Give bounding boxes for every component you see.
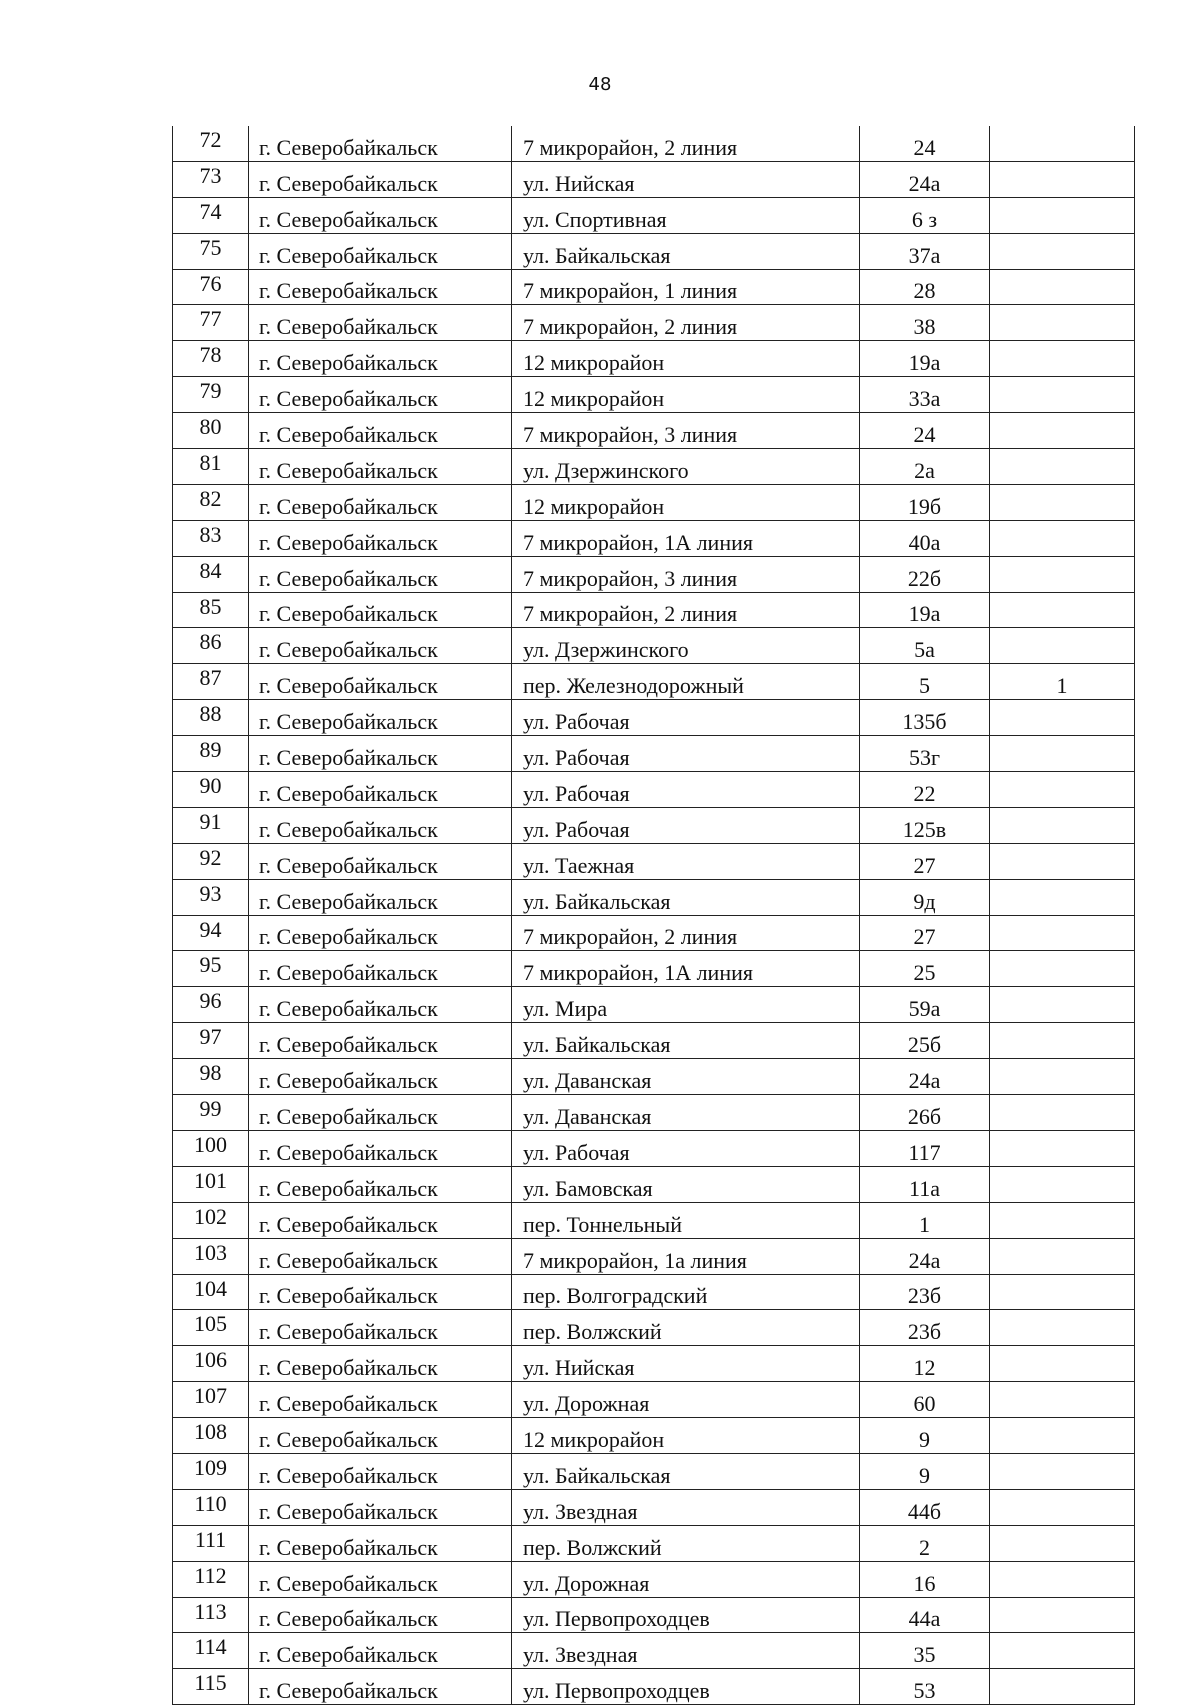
house-number-cell: 25б (860, 1023, 990, 1059)
extra-value-cell (990, 987, 1135, 1023)
street-cell: 12 микрорайон (512, 1418, 860, 1454)
table-row (173, 197, 1135, 233)
table-row (173, 1382, 1135, 1418)
table-row (173, 161, 1135, 197)
table-row (173, 843, 1135, 879)
table-row (173, 772, 1135, 808)
city-cell: г. Северобайкальск (249, 341, 512, 377)
extra-value-cell (990, 1346, 1135, 1382)
city-cell: г. Северобайкальск (249, 1023, 512, 1059)
table-row (173, 1274, 1135, 1310)
table-row (173, 1453, 1135, 1489)
street-cell: ул. Байкальская (512, 1023, 860, 1059)
row-number-cell: 72 (173, 126, 249, 161)
street-cell: пер. Волжский (512, 1525, 860, 1561)
house-number-cell: 5а (860, 628, 990, 664)
house-number-cell: 24а (860, 1059, 990, 1095)
city-cell: г. Северобайкальск (249, 269, 512, 305)
city-cell: г. Северобайкальск (249, 987, 512, 1023)
city-cell: г. Северобайкальск (249, 413, 512, 449)
house-number-cell: 135б (860, 700, 990, 736)
table-row (173, 915, 1135, 951)
house-number-cell: 2а (860, 449, 990, 485)
extra-value-cell (990, 843, 1135, 879)
table-row (173, 341, 1135, 377)
house-number-cell: 24а (860, 161, 990, 197)
city-cell: г. Северобайкальск (249, 879, 512, 915)
extra-value-cell (990, 449, 1135, 485)
street-cell: ул. Нийская (512, 1346, 860, 1382)
city-cell: г. Северобайкальск (249, 520, 512, 556)
extra-value-cell (990, 341, 1135, 377)
extra-value-cell (990, 520, 1135, 556)
row-number-cell: 75 (173, 233, 249, 269)
table-row (173, 233, 1135, 269)
table-row (173, 807, 1135, 843)
street-cell: ул. Дорожная (512, 1382, 860, 1418)
street-cell: ул. Дорожная (512, 1561, 860, 1597)
street-cell: ул. Звездная (512, 1633, 860, 1669)
table-row (173, 1130, 1135, 1166)
city-cell: г. Северобайкальск (249, 1597, 512, 1633)
house-number-cell: 53 (860, 1669, 990, 1705)
city-cell: г. Северобайкальск (249, 628, 512, 664)
row-number-cell: 95 (173, 951, 249, 987)
city-cell: г. Северобайкальск (249, 197, 512, 233)
house-number-cell: 60 (860, 1382, 990, 1418)
extra-value-cell (990, 1561, 1135, 1597)
row-number-cell: 73 (173, 161, 249, 197)
extra-value-cell (990, 1418, 1135, 1454)
extra-value-cell (990, 1310, 1135, 1346)
house-number-cell: 22 (860, 772, 990, 808)
house-number-cell: 2 (860, 1525, 990, 1561)
table-row (173, 1238, 1135, 1274)
row-number-cell: 110 (173, 1489, 249, 1525)
table-row (173, 269, 1135, 305)
row-number-cell: 82 (173, 484, 249, 520)
row-number-cell: 89 (173, 736, 249, 772)
house-number-cell: 19а (860, 341, 990, 377)
table-row (173, 1597, 1135, 1633)
extra-value-cell (990, 161, 1135, 197)
street-cell: 7 микрорайон, 2 линия (512, 915, 860, 951)
house-number-cell: 44а (860, 1597, 990, 1633)
extra-value-cell (990, 1633, 1135, 1669)
street-cell: 7 микрорайон, 3 линия (512, 556, 860, 592)
house-number-cell: 125в (860, 807, 990, 843)
row-number-cell: 90 (173, 772, 249, 808)
row-number-cell: 114 (173, 1633, 249, 1669)
street-cell: ул. Нийская (512, 161, 860, 197)
address-table-body (173, 126, 1135, 1705)
extra-value-cell (990, 628, 1135, 664)
extra-value-cell (990, 377, 1135, 413)
row-number-cell: 80 (173, 413, 249, 449)
house-number-cell: 27 (860, 915, 990, 951)
house-number-cell: 16 (860, 1561, 990, 1597)
table-row (173, 736, 1135, 772)
city-cell: г. Северобайкальск (249, 1346, 512, 1382)
row-number-cell: 105 (173, 1310, 249, 1346)
row-number-cell: 108 (173, 1418, 249, 1454)
street-cell: 7 микрорайон, 1А линия (512, 951, 860, 987)
table-row (173, 1669, 1135, 1705)
city-cell: г. Северобайкальск (249, 1453, 512, 1489)
city-cell: г. Северобайкальск (249, 1095, 512, 1131)
house-number-cell: 6 з (860, 197, 990, 233)
row-number-cell: 86 (173, 628, 249, 664)
row-number-cell: 83 (173, 520, 249, 556)
city-cell: г. Северобайкальск (249, 592, 512, 628)
street-cell: пер. Тоннельный (512, 1202, 860, 1238)
house-number-cell: 24 (860, 126, 990, 161)
city-cell: г. Северобайкальск (249, 1238, 512, 1274)
extra-value-cell (990, 951, 1135, 987)
address-table (172, 126, 1135, 1705)
street-cell: ул. Рабочая (512, 1130, 860, 1166)
street-cell: 12 микрорайон (512, 377, 860, 413)
row-number-cell: 87 (173, 664, 249, 700)
house-number-cell: 24 (860, 413, 990, 449)
house-number-cell: 5 (860, 664, 990, 700)
row-number-cell: 78 (173, 341, 249, 377)
table-row (173, 1059, 1135, 1095)
table-row (173, 700, 1135, 736)
extra-value-cell (990, 592, 1135, 628)
table-row (173, 664, 1135, 700)
table-row (173, 1095, 1135, 1131)
row-number-cell: 96 (173, 987, 249, 1023)
street-cell: ул. Даванская (512, 1095, 860, 1131)
row-number-cell: 97 (173, 1023, 249, 1059)
street-cell: пер. Волгоградский (512, 1274, 860, 1310)
table-row (173, 377, 1135, 413)
row-number-cell: 85 (173, 592, 249, 628)
house-number-cell: 9 (860, 1418, 990, 1454)
extra-value-cell (990, 1095, 1135, 1131)
city-cell: г. Северобайкальск (249, 951, 512, 987)
table-row (173, 305, 1135, 341)
house-number-cell: 19б (860, 484, 990, 520)
extra-value-cell: 1 (990, 664, 1135, 700)
house-number-cell: 26б (860, 1095, 990, 1131)
house-number-cell: 24а (860, 1238, 990, 1274)
table-row (173, 1166, 1135, 1202)
house-number-cell: 33а (860, 377, 990, 413)
row-number-cell: 76 (173, 269, 249, 305)
row-number-cell: 103 (173, 1238, 249, 1274)
city-cell: г. Северобайкальск (249, 772, 512, 808)
table-row (173, 1633, 1135, 1669)
city-cell: г. Северобайкальск (249, 1274, 512, 1310)
row-number-cell: 107 (173, 1382, 249, 1418)
city-cell: г. Северобайкальск (249, 161, 512, 197)
city-cell: г. Северобайкальск (249, 664, 512, 700)
street-cell: ул. Рабочая (512, 736, 860, 772)
city-cell: г. Северобайкальск (249, 233, 512, 269)
row-number-cell: 91 (173, 807, 249, 843)
house-number-cell: 53г (860, 736, 990, 772)
extra-value-cell (990, 1382, 1135, 1418)
city-cell: г. Северобайкальск (249, 1202, 512, 1238)
house-number-cell: 37а (860, 233, 990, 269)
city-cell: г. Северобайкальск (249, 736, 512, 772)
street-cell: ул. Таежная (512, 843, 860, 879)
city-cell: г. Северобайкальск (249, 1166, 512, 1202)
row-number-cell: 101 (173, 1166, 249, 1202)
city-cell: г. Северобайкальск (249, 807, 512, 843)
table-row (173, 1310, 1135, 1346)
street-cell: ул. Бамовская (512, 1166, 860, 1202)
city-cell: г. Северобайкальск (249, 449, 512, 485)
extra-value-cell (990, 556, 1135, 592)
row-number-cell: 84 (173, 556, 249, 592)
row-number-cell: 79 (173, 377, 249, 413)
city-cell: г. Северобайкальск (249, 1525, 512, 1561)
house-number-cell: 35 (860, 1633, 990, 1669)
extra-value-cell (990, 915, 1135, 951)
row-number-cell: 74 (173, 197, 249, 233)
house-number-cell: 19а (860, 592, 990, 628)
street-cell: пер. Волжский (512, 1310, 860, 1346)
table-row (173, 987, 1135, 1023)
table-row (173, 484, 1135, 520)
house-number-cell: 9д (860, 879, 990, 915)
extra-value-cell (990, 1059, 1135, 1095)
table-row (173, 628, 1135, 664)
house-number-cell: 23б (860, 1274, 990, 1310)
row-number-cell: 94 (173, 915, 249, 951)
row-number-cell: 81 (173, 449, 249, 485)
row-number-cell: 99 (173, 1095, 249, 1131)
row-number-cell: 100 (173, 1130, 249, 1166)
city-cell: г. Северобайкальск (249, 1633, 512, 1669)
row-number-cell: 104 (173, 1274, 249, 1310)
house-number-cell: 1 (860, 1202, 990, 1238)
house-number-cell: 22б (860, 556, 990, 592)
house-number-cell: 11а (860, 1166, 990, 1202)
extra-value-cell (990, 736, 1135, 772)
city-cell: г. Северобайкальск (249, 1130, 512, 1166)
street-cell: пер. Железнодорожный (512, 664, 860, 700)
table-row (173, 126, 1135, 161)
extra-value-cell (990, 700, 1135, 736)
table-row (173, 413, 1135, 449)
row-number-cell: 115 (173, 1669, 249, 1705)
city-cell: г. Северобайкальск (249, 1310, 512, 1346)
city-cell: г. Северобайкальск (249, 484, 512, 520)
row-number-cell: 92 (173, 843, 249, 879)
extra-value-cell (990, 269, 1135, 305)
table-row (173, 592, 1135, 628)
row-number-cell: 98 (173, 1059, 249, 1095)
street-cell: ул. Рабочая (512, 700, 860, 736)
city-cell: г. Северобайкальск (249, 1489, 512, 1525)
street-cell: ул. Рабочая (512, 807, 860, 843)
row-number-cell: 112 (173, 1561, 249, 1597)
street-cell: 7 микрорайон, 1А линия (512, 520, 860, 556)
extra-value-cell (990, 1202, 1135, 1238)
table-row (173, 1561, 1135, 1597)
extra-value-cell (990, 1525, 1135, 1561)
street-cell: 7 микрорайон, 1а линия (512, 1238, 860, 1274)
street-cell: ул. Мира (512, 987, 860, 1023)
city-cell: г. Северобайкальск (249, 1059, 512, 1095)
extra-value-cell (990, 197, 1135, 233)
street-cell: ул. Звездная (512, 1489, 860, 1525)
extra-value-cell (990, 1238, 1135, 1274)
house-number-cell: 38 (860, 305, 990, 341)
street-cell: ул. Байкальская (512, 879, 860, 915)
city-cell: г. Северобайкальск (249, 556, 512, 592)
row-number-cell: 77 (173, 305, 249, 341)
city-cell: г. Северобайкальск (249, 1382, 512, 1418)
house-number-cell: 25 (860, 951, 990, 987)
extra-value-cell (990, 126, 1135, 161)
extra-value-cell (990, 1669, 1135, 1705)
extra-value-cell (990, 879, 1135, 915)
table-row (173, 1418, 1135, 1454)
street-cell: ул. Дзержинского (512, 449, 860, 485)
house-number-cell: 9 (860, 1453, 990, 1489)
house-number-cell: 28 (860, 269, 990, 305)
table-row (173, 879, 1135, 915)
city-cell: г. Северобайкальск (249, 1669, 512, 1705)
city-cell: г. Северобайкальск (249, 843, 512, 879)
row-number-cell: 93 (173, 879, 249, 915)
house-number-cell: 27 (860, 843, 990, 879)
table-row (173, 1489, 1135, 1525)
extra-value-cell (990, 1130, 1135, 1166)
street-cell: ул. Дзержинского (512, 628, 860, 664)
table-row (173, 556, 1135, 592)
row-number-cell: 109 (173, 1453, 249, 1489)
table-row (173, 520, 1135, 556)
table-row (173, 951, 1135, 987)
street-cell: 7 микрорайон, 1 линия (512, 269, 860, 305)
street-cell: 12 микрорайон (512, 341, 860, 377)
row-number-cell: 113 (173, 1597, 249, 1633)
house-number-cell: 23б (860, 1310, 990, 1346)
row-number-cell: 102 (173, 1202, 249, 1238)
extra-value-cell (990, 1489, 1135, 1525)
city-cell: г. Северобайкальск (249, 700, 512, 736)
row-number-cell: 106 (173, 1346, 249, 1382)
extra-value-cell (990, 1166, 1135, 1202)
house-number-cell: 117 (860, 1130, 990, 1166)
city-cell: г. Северобайкальск (249, 1418, 512, 1454)
city-cell: г. Северобайкальск (249, 126, 512, 161)
house-number-cell: 40а (860, 520, 990, 556)
street-cell: ул. Рабочая (512, 772, 860, 808)
extra-value-cell (990, 807, 1135, 843)
extra-value-cell (990, 413, 1135, 449)
street-cell: ул. Даванская (512, 1059, 860, 1095)
street-cell: 7 микрорайон, 2 линия (512, 592, 860, 628)
extra-value-cell (990, 1274, 1135, 1310)
city-cell: г. Северобайкальск (249, 377, 512, 413)
extra-value-cell (990, 1023, 1135, 1059)
street-cell: ул. Первопроходцев (512, 1597, 860, 1633)
table-row (173, 1202, 1135, 1238)
city-cell: г. Северобайкальск (249, 305, 512, 341)
street-cell: 12 микрорайон (512, 484, 860, 520)
table-row (173, 1525, 1135, 1561)
street-cell: ул. Спортивная (512, 197, 860, 233)
city-cell: г. Северобайкальск (249, 1561, 512, 1597)
street-cell: 7 микрорайон, 2 линия (512, 126, 860, 161)
extra-value-cell (990, 1453, 1135, 1489)
house-number-cell: 12 (860, 1346, 990, 1382)
row-number-cell: 111 (173, 1525, 249, 1561)
street-cell: ул. Байкальская (512, 233, 860, 269)
table-row (173, 1346, 1135, 1382)
table-row (173, 1023, 1135, 1059)
table-row (173, 449, 1135, 485)
house-number-cell: 44б (860, 1489, 990, 1525)
page-number: 48 (588, 74, 612, 95)
extra-value-cell (990, 305, 1135, 341)
street-cell: ул. Первопроходцев (512, 1669, 860, 1705)
city-cell: г. Северобайкальск (249, 915, 512, 951)
row-number-cell: 88 (173, 700, 249, 736)
extra-value-cell (990, 1597, 1135, 1633)
street-cell: ул. Байкальская (512, 1453, 860, 1489)
extra-value-cell (990, 484, 1135, 520)
house-number-cell: 59а (860, 987, 990, 1023)
extra-value-cell (990, 233, 1135, 269)
street-cell: 7 микрорайон, 3 линия (512, 413, 860, 449)
street-cell: 7 микрорайон, 2 линия (512, 305, 860, 341)
extra-value-cell (990, 772, 1135, 808)
